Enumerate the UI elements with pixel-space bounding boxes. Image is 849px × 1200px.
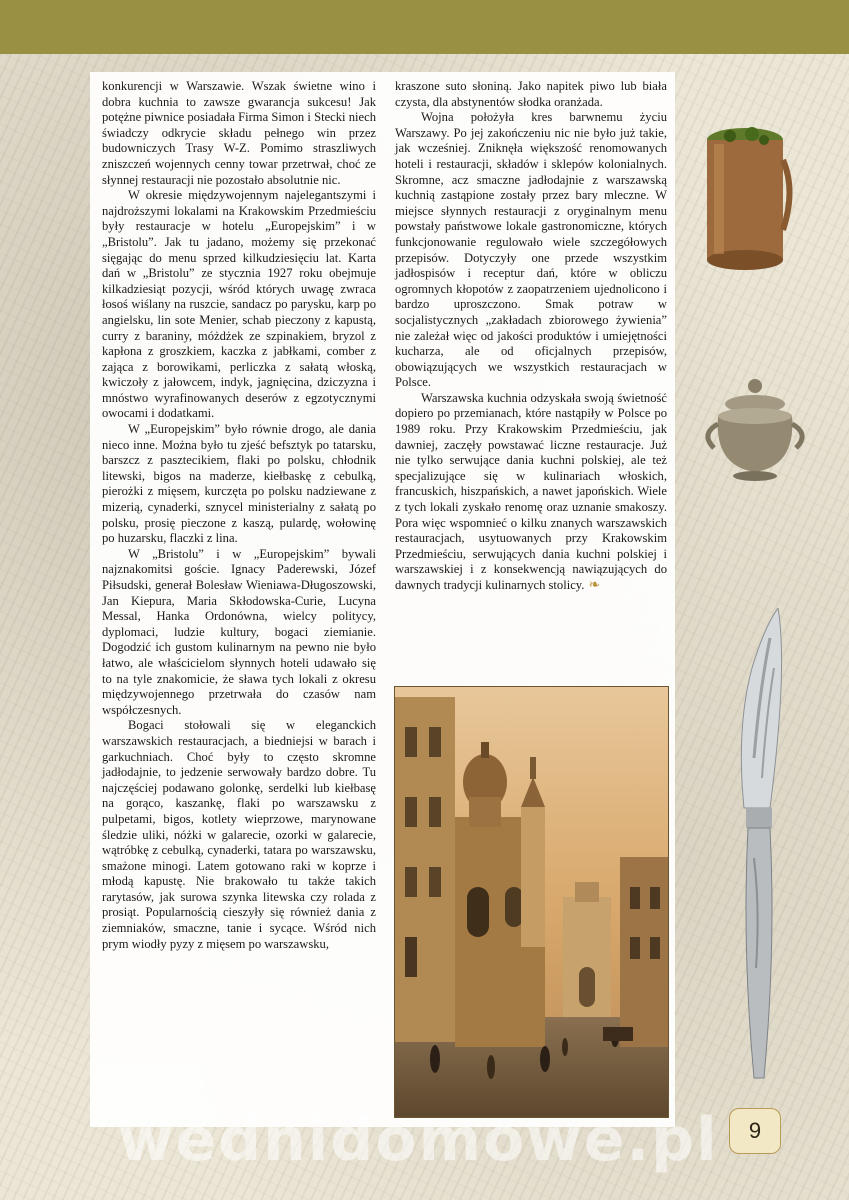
- paragraph: Bogaci stołowali się w eleganckich warszawskich restauracjach, a biedniejsi w barach i garkuchniach. Choć były to często skromne jadłodajnie, to jedzenie serwowały bardzo dobre. Tu najczęściej podawano golonkę, serdelki lub kiełbasę na gorąco, kaszankę, flaki po warszawsku z pulpetami, bigos, kotlety wieprzowe, marynowane śledzie uliki, nóżki w galarecie, ozorki w galarecie, wątróbkę z cebulką, cynaderki, tatara po warszawsku, smażone minogi. Latem gotowano raki w koprze i młodą kapustę. Nie brakowało tu także takich rarytasów, jak surowa szynka litewska czy rolada z prosiąt. Popularnością cieszyły się również dania z ziemniaków, smaczne, tanie i sycące. Wśród nich prym wiodły pyzy z mięsem po warszawsku,: [102, 718, 376, 951]
- paragraph: [395, 391, 667, 594]
- end-ornament-icon: ❧: [588, 578, 601, 593]
- page-number: 9: [729, 1108, 781, 1154]
- watermark-text: wednidomowe.pl: [118, 1105, 719, 1175]
- silver-sugar-bowl-illustration: [700, 376, 810, 486]
- street-painting: [394, 686, 669, 1118]
- paragraph: kraszone suto słoniną. Jako napitek piwo lub biała czysta, dla abstynentów słodka oranżada.: [395, 79, 667, 109]
- top-header-bar: [0, 0, 849, 54]
- paragraph: W „Europejskim” było równie drogo, ale dania nieco inne. Można było tu zjeść befsztyk po tatarsku, barszcz z pasztecikiem, flaki po polsku, chłodnik litewski, bigos na maderze, kiełbaskę z cebulką, pierożki z mięsem, kurczęta po polsku nadziewane z mizerią, cynaderki, sznycel ministerialny z sałatą po polsku, prosię pieczone z kaszą, pulardę, wołowinę po huzarsku, flaczki z lina.: [102, 422, 376, 546]
- copper-cup-illustration: [700, 120, 796, 280]
- paragraph: konkurencji w Warszawie. Wszak świetne wino i dobra kuchnia to zawsze gwarancja sukcesu! Jak potężne piwnice posiadała Firma Simon i Stecki niech świadczy odkrycie składu pełnego win przez budowniczych Trasy W-Z. Pomimo straszliwych zniszczeń wojennych cenny towar przetrwał, choć ze słynnej restauracji nie pozostało absolutnie nic.: [102, 79, 376, 187]
- paragraph: W okresie międzywojennym najelegantszymi i najdroższymi lokalami na Krakowskim Przedmieściu były restauracje w hotelu „Europejskim” i w „Bristolu”. Jak tu jadano, możemy się przekonać sięgając do menu sprzed kilkudziesięciu lat. Karta dań w „Bristolu” ze stycznia 1927 roku obejmuje kilkadziesiąt pozycji, wśród których uwagę zwraca łosoś wiślany na ruszcie, sandacz po parysku, karp po angielsku, lin sote Menier, schab pieczony z kapustą, curry z baraniny, móżdżek ze szpinakiem, bryzol z kapłona z groszkiem, kaczka z jabłkami, comber z zająca z borowikami, perliczka z sałatą włoską, kwiczoły z jałowcem, indyk, jagnięcina, dziczyzna i mnóstwo wyrafinowanych deserów z egzotycznymi owocami i dodatkami.: [102, 188, 376, 421]
- fish-knife-illustration: [730, 608, 790, 1088]
- street-painting-illustration: [395, 687, 669, 1118]
- article-right-column: [395, 79, 667, 594]
- paragraph-text: Warszawska kuchnia odzyskała swoją świetność dopiero po przemianach, które nastąpiły w Polsce po 1989 roku. Przy Krakowskim Przedmieściu, jak dawniej, zaczęły powstawać liczne restauracje. Już nie tylko serwujące dania kuchni polskiej, ale też specjalizujące się w kulinariach włoskich, francuskich, hiszpańskich, a nawet japońskich. Wiele z tych lokali zyskało renomę oraz uznanie smakoszy. Pora więc wspomnieć o kilku znanych warszawskich restauracjach, usytuowanych przy Krakowskim Przedmieściu, serwujących dania kuchni polskiej i warszawskiej i z konsekwencją nawiązujących do dawnych tradycji kulinarnych stolicy.: [395, 390, 667, 592]
- paragraph: W „Bristolu” i w „Europejskim” bywali najznakomitsi goście. Ignacy Paderewski, Józef Piłsudski, generał Bolesław Wieniawa-Długoszowski, Jan Kiepura, Maria Skłodowska-Curie, Lucyna Messal, Hanka Ordonówna, wielcy politycy, dyplomaci, ludzie kultury, bogaci ziemianie. Dogodzić ich gustom kulinarnym na pewno nie było łatwo, ale właścicielom słynnych hoteli udawało się to na tyle znakomicie, że sława tych lokali z okresu międzywojennego przetrwała do czasów nam współczesnych.: [102, 546, 376, 717]
- paragraph: Wojna położyła kres barwnemu życiu Warszawy. Po jej zakończeniu nic nie było już takie, jak wcześniej. Zniknęła większość renomowanych hoteli i restauracji, składów i sklepów kolonialnych. Skromne, acz smaczne jadłodajnie z warszawską kuchnią zastąpione zostały przez bary mleczne. W miejsce słynnych restauracji z oryginalnym menu powstały państwowe lokale gastronomiczne, których funkcjonowanie regulowało wiele szczegółowych przepisów. Dotyczyły one przede wszystkim jadłospisów i receptur dań, które w obliczu ogromnych kłopotów z zaopatrzeniem ujednolicono i bardzo uproszczono. Smak potraw w socjalistycznych „zakładach zbiorowego żywienia” nie zależał więc od jakości produktów i umiejętności kucharza, ale od oficjalnych przepisów, obowiązujących we wszystkich restauracjach w Polsce.: [395, 110, 667, 390]
- article-left-column: [102, 79, 376, 952]
